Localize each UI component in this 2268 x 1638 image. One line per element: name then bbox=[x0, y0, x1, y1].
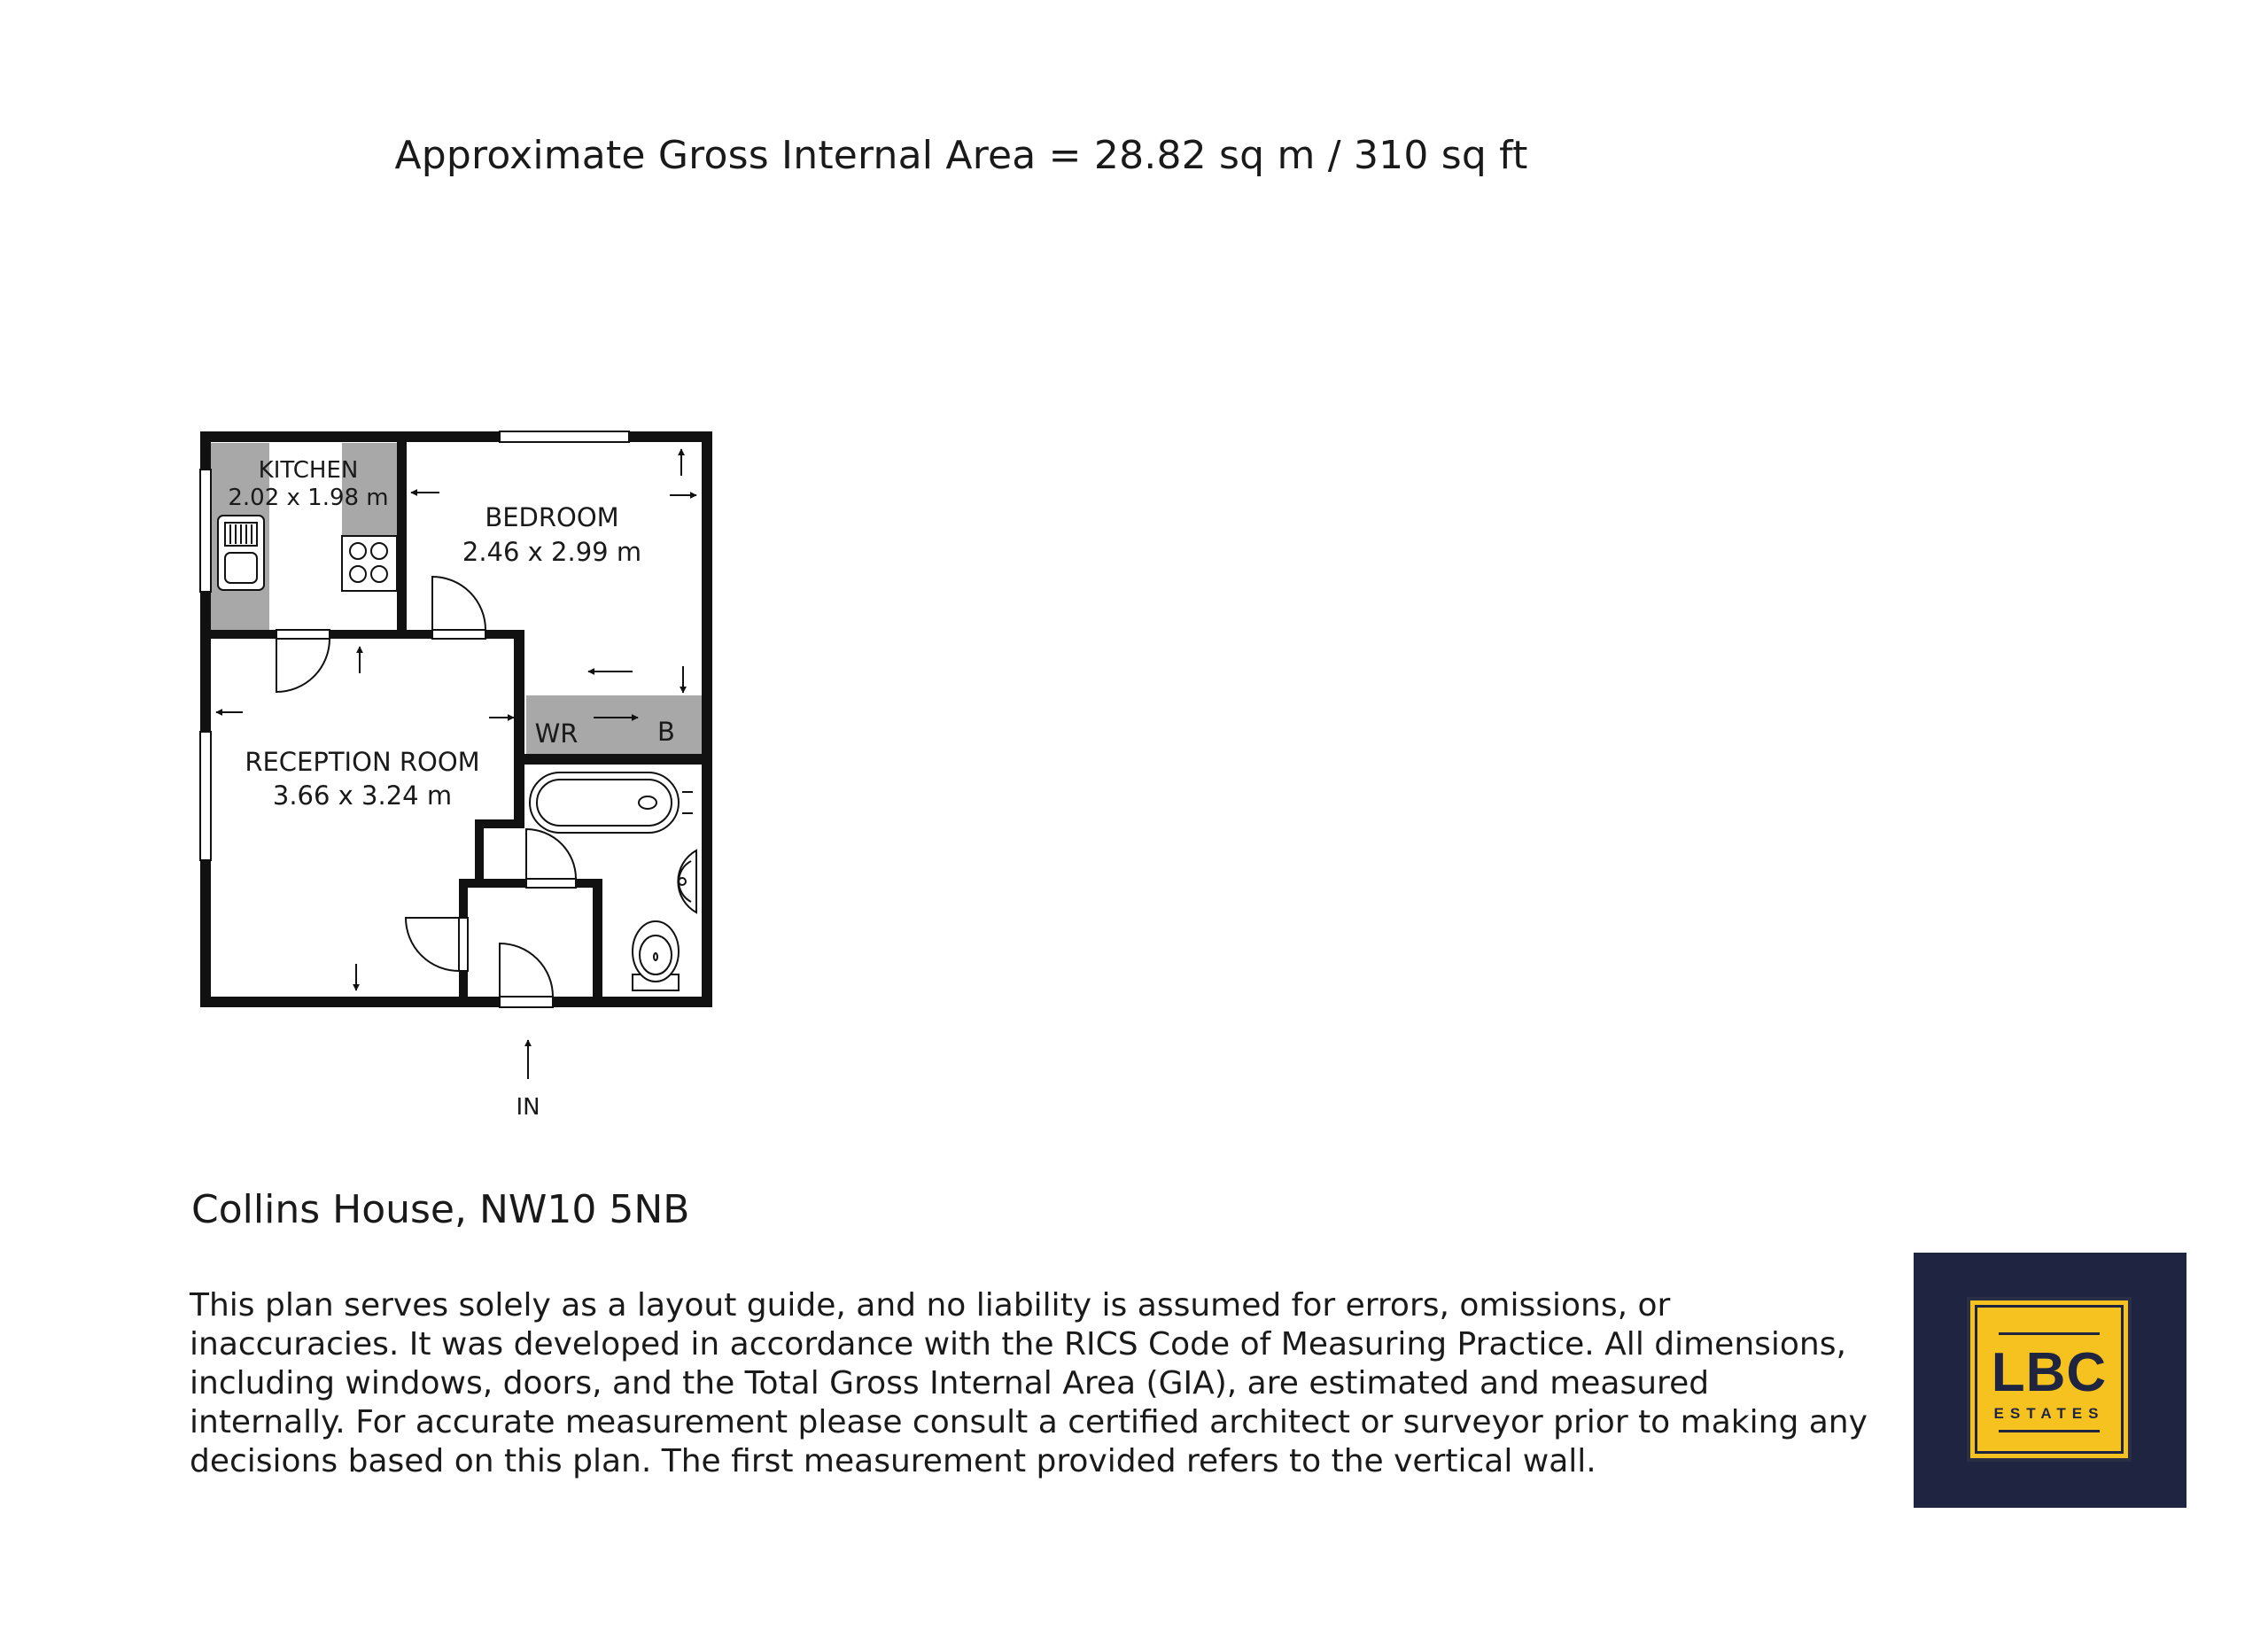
logo-square bbox=[1967, 1297, 2132, 1462]
reception-label: RECEPTION ROOM bbox=[245, 747, 480, 777]
washbasin-icon bbox=[678, 850, 696, 912]
logo-sub-text: ESTATES bbox=[1993, 1405, 2105, 1422]
property-address: Collins House, NW10 5NB bbox=[191, 1187, 690, 1232]
area-title: Approximate Gross Internal Area = 28.82 sq m / 310 sq ft bbox=[394, 133, 1528, 178]
logo-rule-top bbox=[1999, 1332, 2100, 1335]
hob-icon bbox=[342, 536, 397, 591]
disclaimer-text: This plan serves solely as a layout guide, and no liability is assumed for errors, omissions, or inaccuracies. It was developed in accordance with the RICS Code of Measuring Practice. All dimensions, including windows, doors, and the Total Gross Internal Area (GIA), are estimated and measured internally. For accurate measurement please consult a certified architect or surveyor prior to making any decisions based on this plan. The first measurement provided refers to the vertical wall. bbox=[190, 1287, 1868, 1479]
kitchen-label: KITCHEN bbox=[258, 457, 359, 484]
toilet-icon bbox=[633, 921, 679, 990]
lbc-estates-logo bbox=[1914, 1253, 2186, 1508]
entrance-label: IN bbox=[516, 1094, 540, 1121]
kitchen-dimensions: 2.02 x 1.98 m bbox=[228, 485, 389, 511]
kitchen-sink-icon bbox=[218, 516, 264, 590]
logo-main-text: LBC bbox=[1991, 1342, 2108, 1403]
bedroom-dimensions: 2.46 x 2.99 m bbox=[462, 537, 642, 567]
logo-rule-bottom bbox=[1999, 1430, 2100, 1432]
bathtub-icon bbox=[530, 772, 693, 833]
wardrobe-label: WR bbox=[534, 718, 579, 749]
reception-dimensions: 3.66 x 3.24 m bbox=[272, 780, 453, 811]
bedroom-label: BEDROOM bbox=[485, 502, 619, 532]
boiler-label: B bbox=[657, 717, 675, 747]
